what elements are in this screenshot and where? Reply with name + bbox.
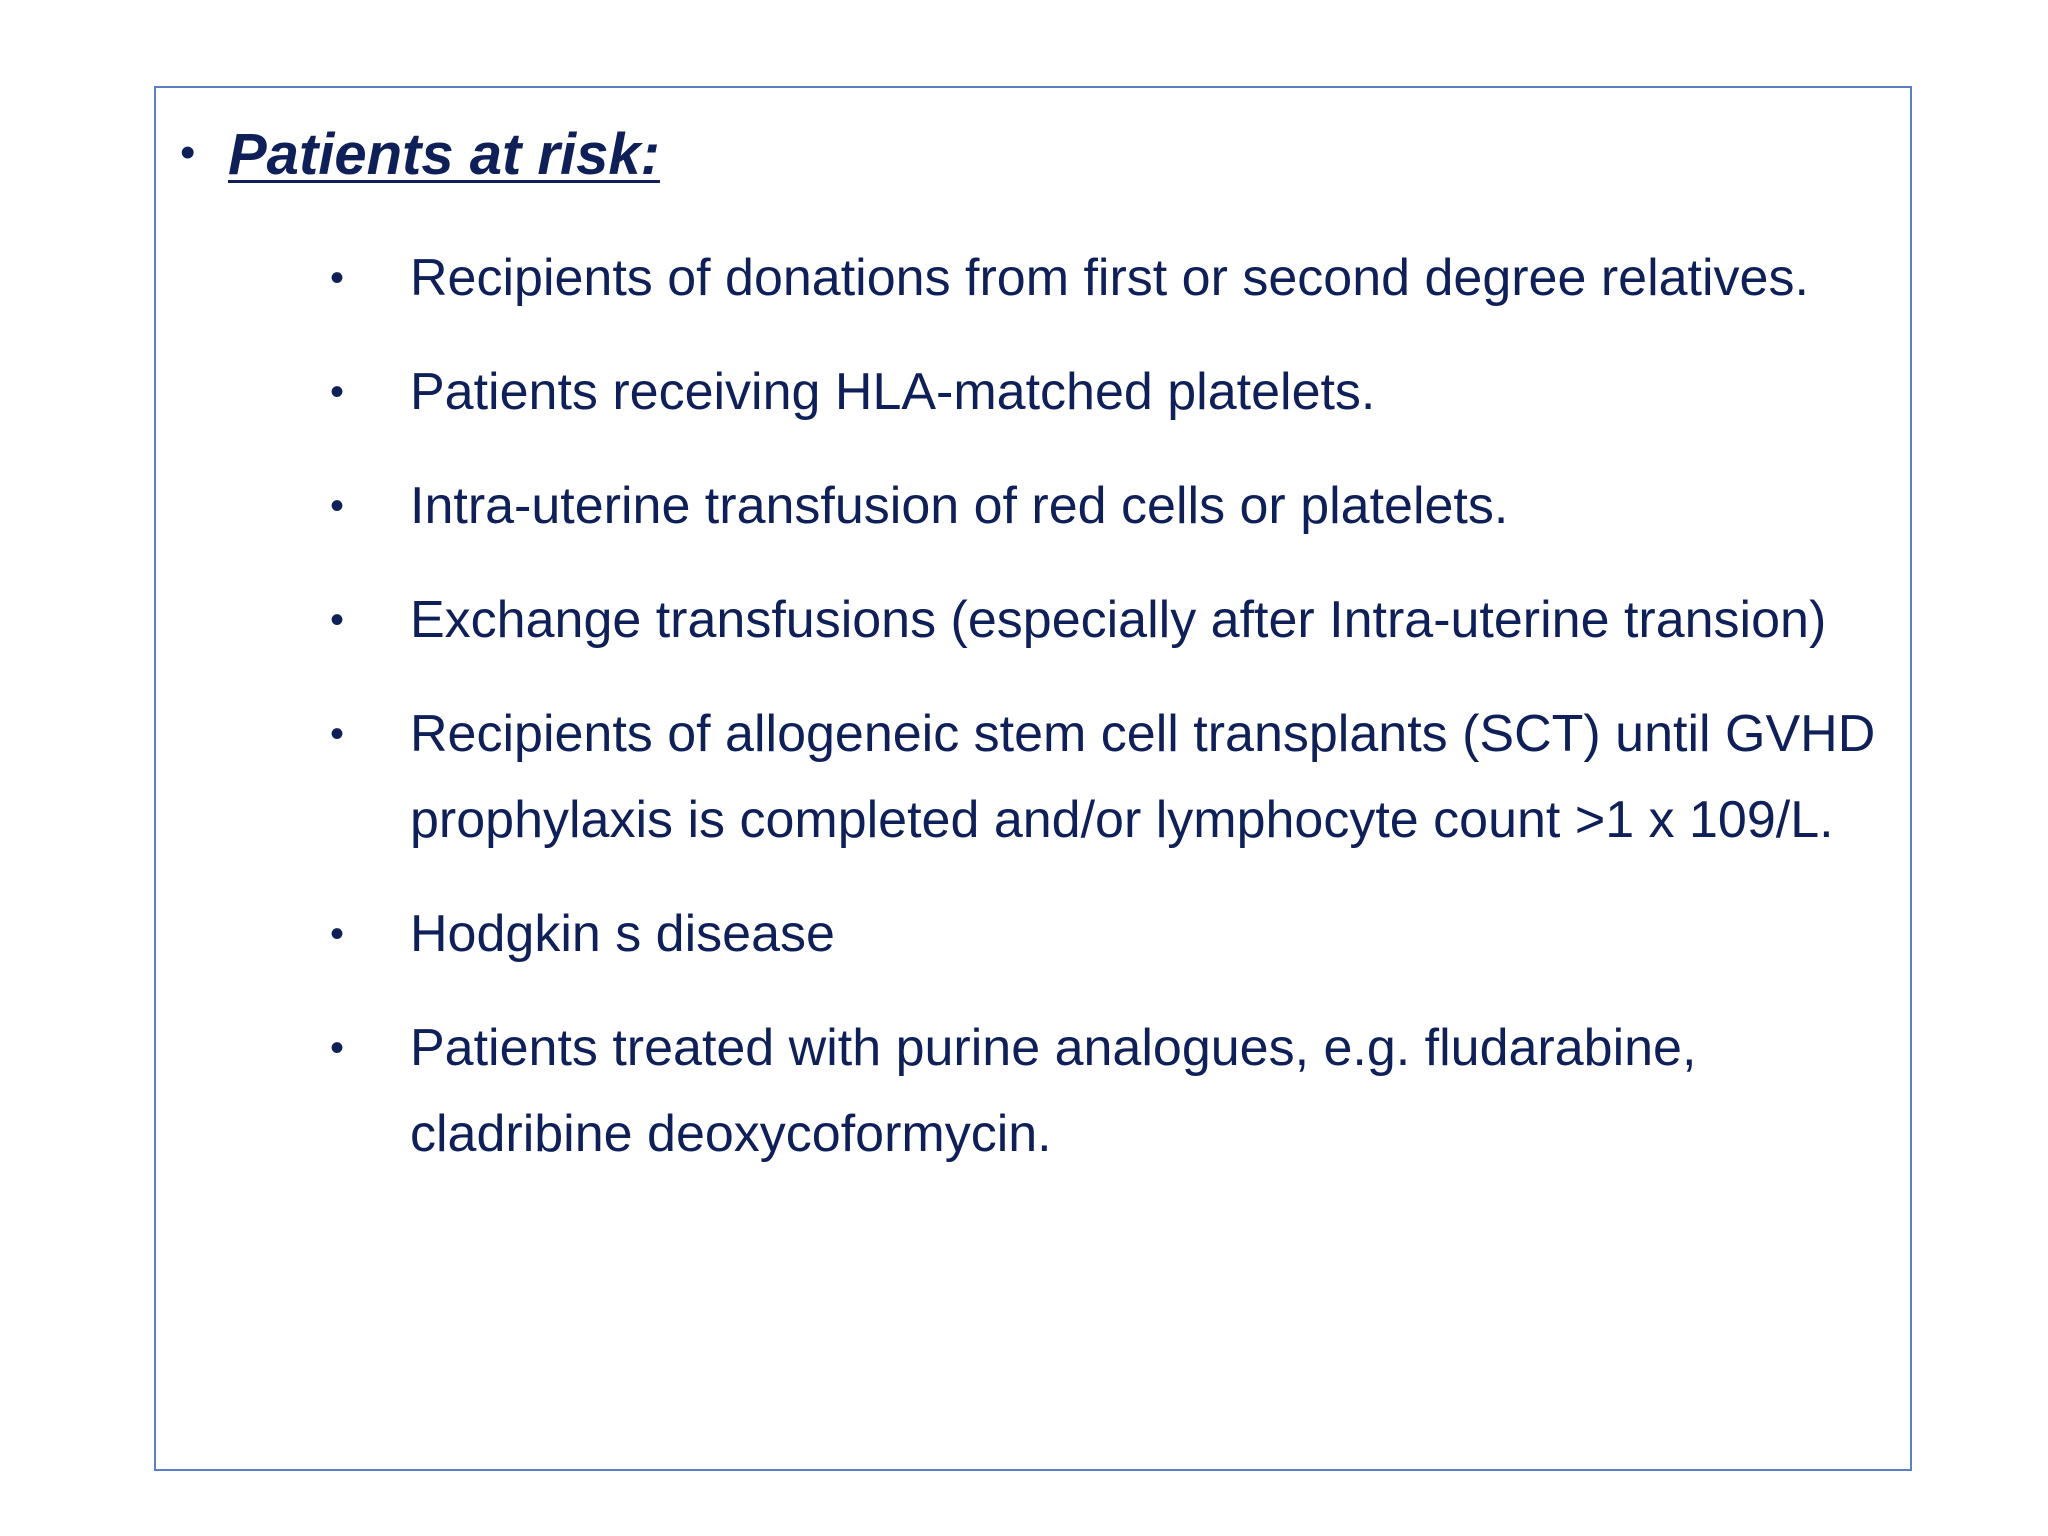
slide-heading: Patients at risk: xyxy=(228,122,660,187)
list-item-text: Recipients of donations from first or second degree relatives. xyxy=(410,249,1809,307)
list-item-text: Patients receiving HLA-matched platelets. xyxy=(410,363,1376,421)
bullet-icon: • xyxy=(330,370,345,414)
list-item xyxy=(330,235,1890,321)
list-item xyxy=(330,1005,1890,1177)
risk-list xyxy=(330,235,1890,1205)
bullet-icon: • xyxy=(330,484,345,528)
list-item xyxy=(330,691,1890,863)
bullet-icon: • xyxy=(330,256,345,300)
heading-row xyxy=(180,120,660,190)
bullet-icon: • xyxy=(330,598,345,642)
list-item xyxy=(330,577,1890,663)
list-item-text: Exchange transfusions (especially after Intra-uterine transion) xyxy=(410,591,1827,649)
list-item-text: Intra-uterine transfusion of red cells or platelets. xyxy=(410,477,1509,535)
bullet-icon: • xyxy=(330,712,345,756)
list-item-text: Recipients of allogeneic stem cell transplants (SCT) until GVHD prophylaxis is completed and/or lymphocyte count >1 x 109/L. xyxy=(410,705,1876,849)
bullet-icon: • xyxy=(330,912,345,956)
bullet-icon: • xyxy=(330,1026,345,1070)
list-item-text: Hodgkin s disease xyxy=(410,905,835,963)
list-item xyxy=(330,463,1890,549)
heading-bullet-icon: • xyxy=(180,128,196,177)
list-item xyxy=(330,891,1890,977)
list-item-text: Patients treated with purine analogues, e.g. fludarabine, cladribine deoxycoformycin. xyxy=(410,1019,1697,1163)
list-item xyxy=(330,349,1890,435)
